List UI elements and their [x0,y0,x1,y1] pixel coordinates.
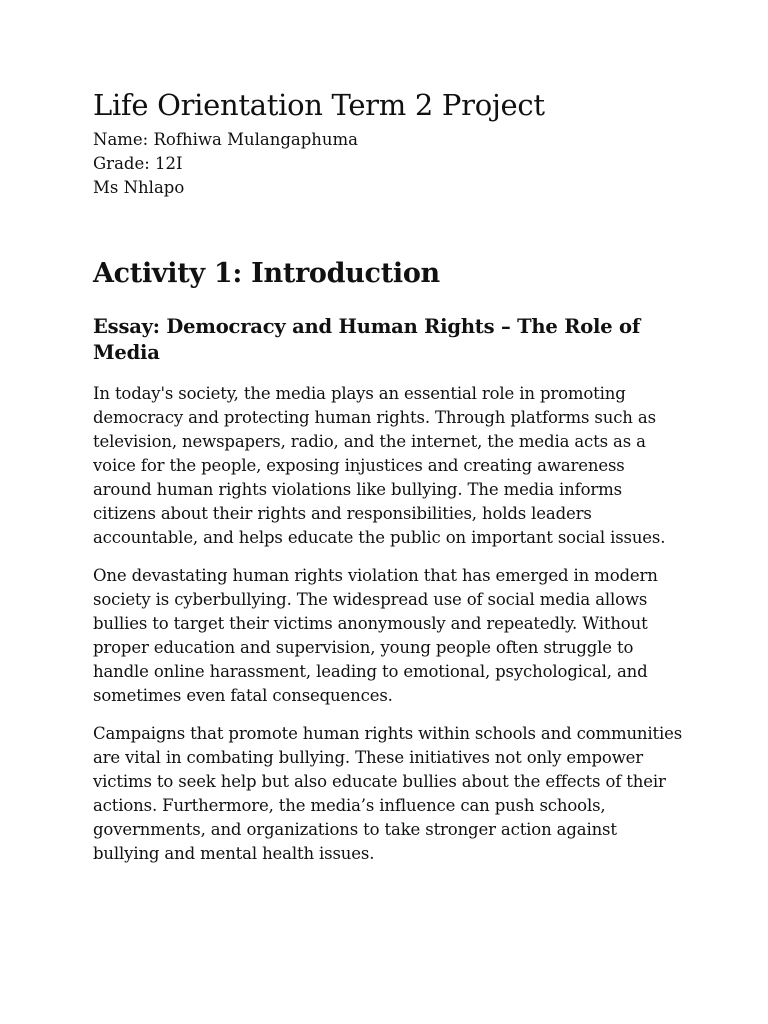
essay-heading: Essay: Democracy and Human Rights – The Role of Media [93,315,641,364]
student-name: Name: Rofhiwa Mulangaphuma [93,130,359,149]
document-page [93,86,685,880]
teacher-name: Ms Nhlapo [93,178,185,197]
essay-paragraph-1: In today's society, the media plays an essential role in promoting democracy and protecting human rights. Through platforms such as television, newspapers, radio, and the internet, the media acts as a voice for the people, exposing injustices and creating awareness around human rights violations like bullying. The media informs citizens about their rights and responsibilities, holds leaders accountable, and helps educate the public on important social issues. [93,384,666,547]
student-grade: Grade: 12I [93,154,183,173]
document-title: Life Orientation Term 2 Project [93,88,545,122]
essay-paragraph-3: Campaigns that promote human rights within schools and communities are vital in combating bullying. These initiatives not only empower victims to seek help but also educate bullies about the effects of their actions. Furthermore, the media’s influence can push schools, governments, and organizations to take stronger action against bullying and mental health issues. [93,724,683,863]
activity-heading: Activity 1: Introduction [93,258,440,289]
essay-paragraph-2: One devastating human rights violation that has emerged in modern society is cyberbullying. The widespread use of social media allows bullies to target their victims anonymously and repeatedly. Without proper education and supervision, young people often struggle to handle online harassment, leading to emotional, psychological, and sometimes even fatal consequences. [93,566,658,705]
